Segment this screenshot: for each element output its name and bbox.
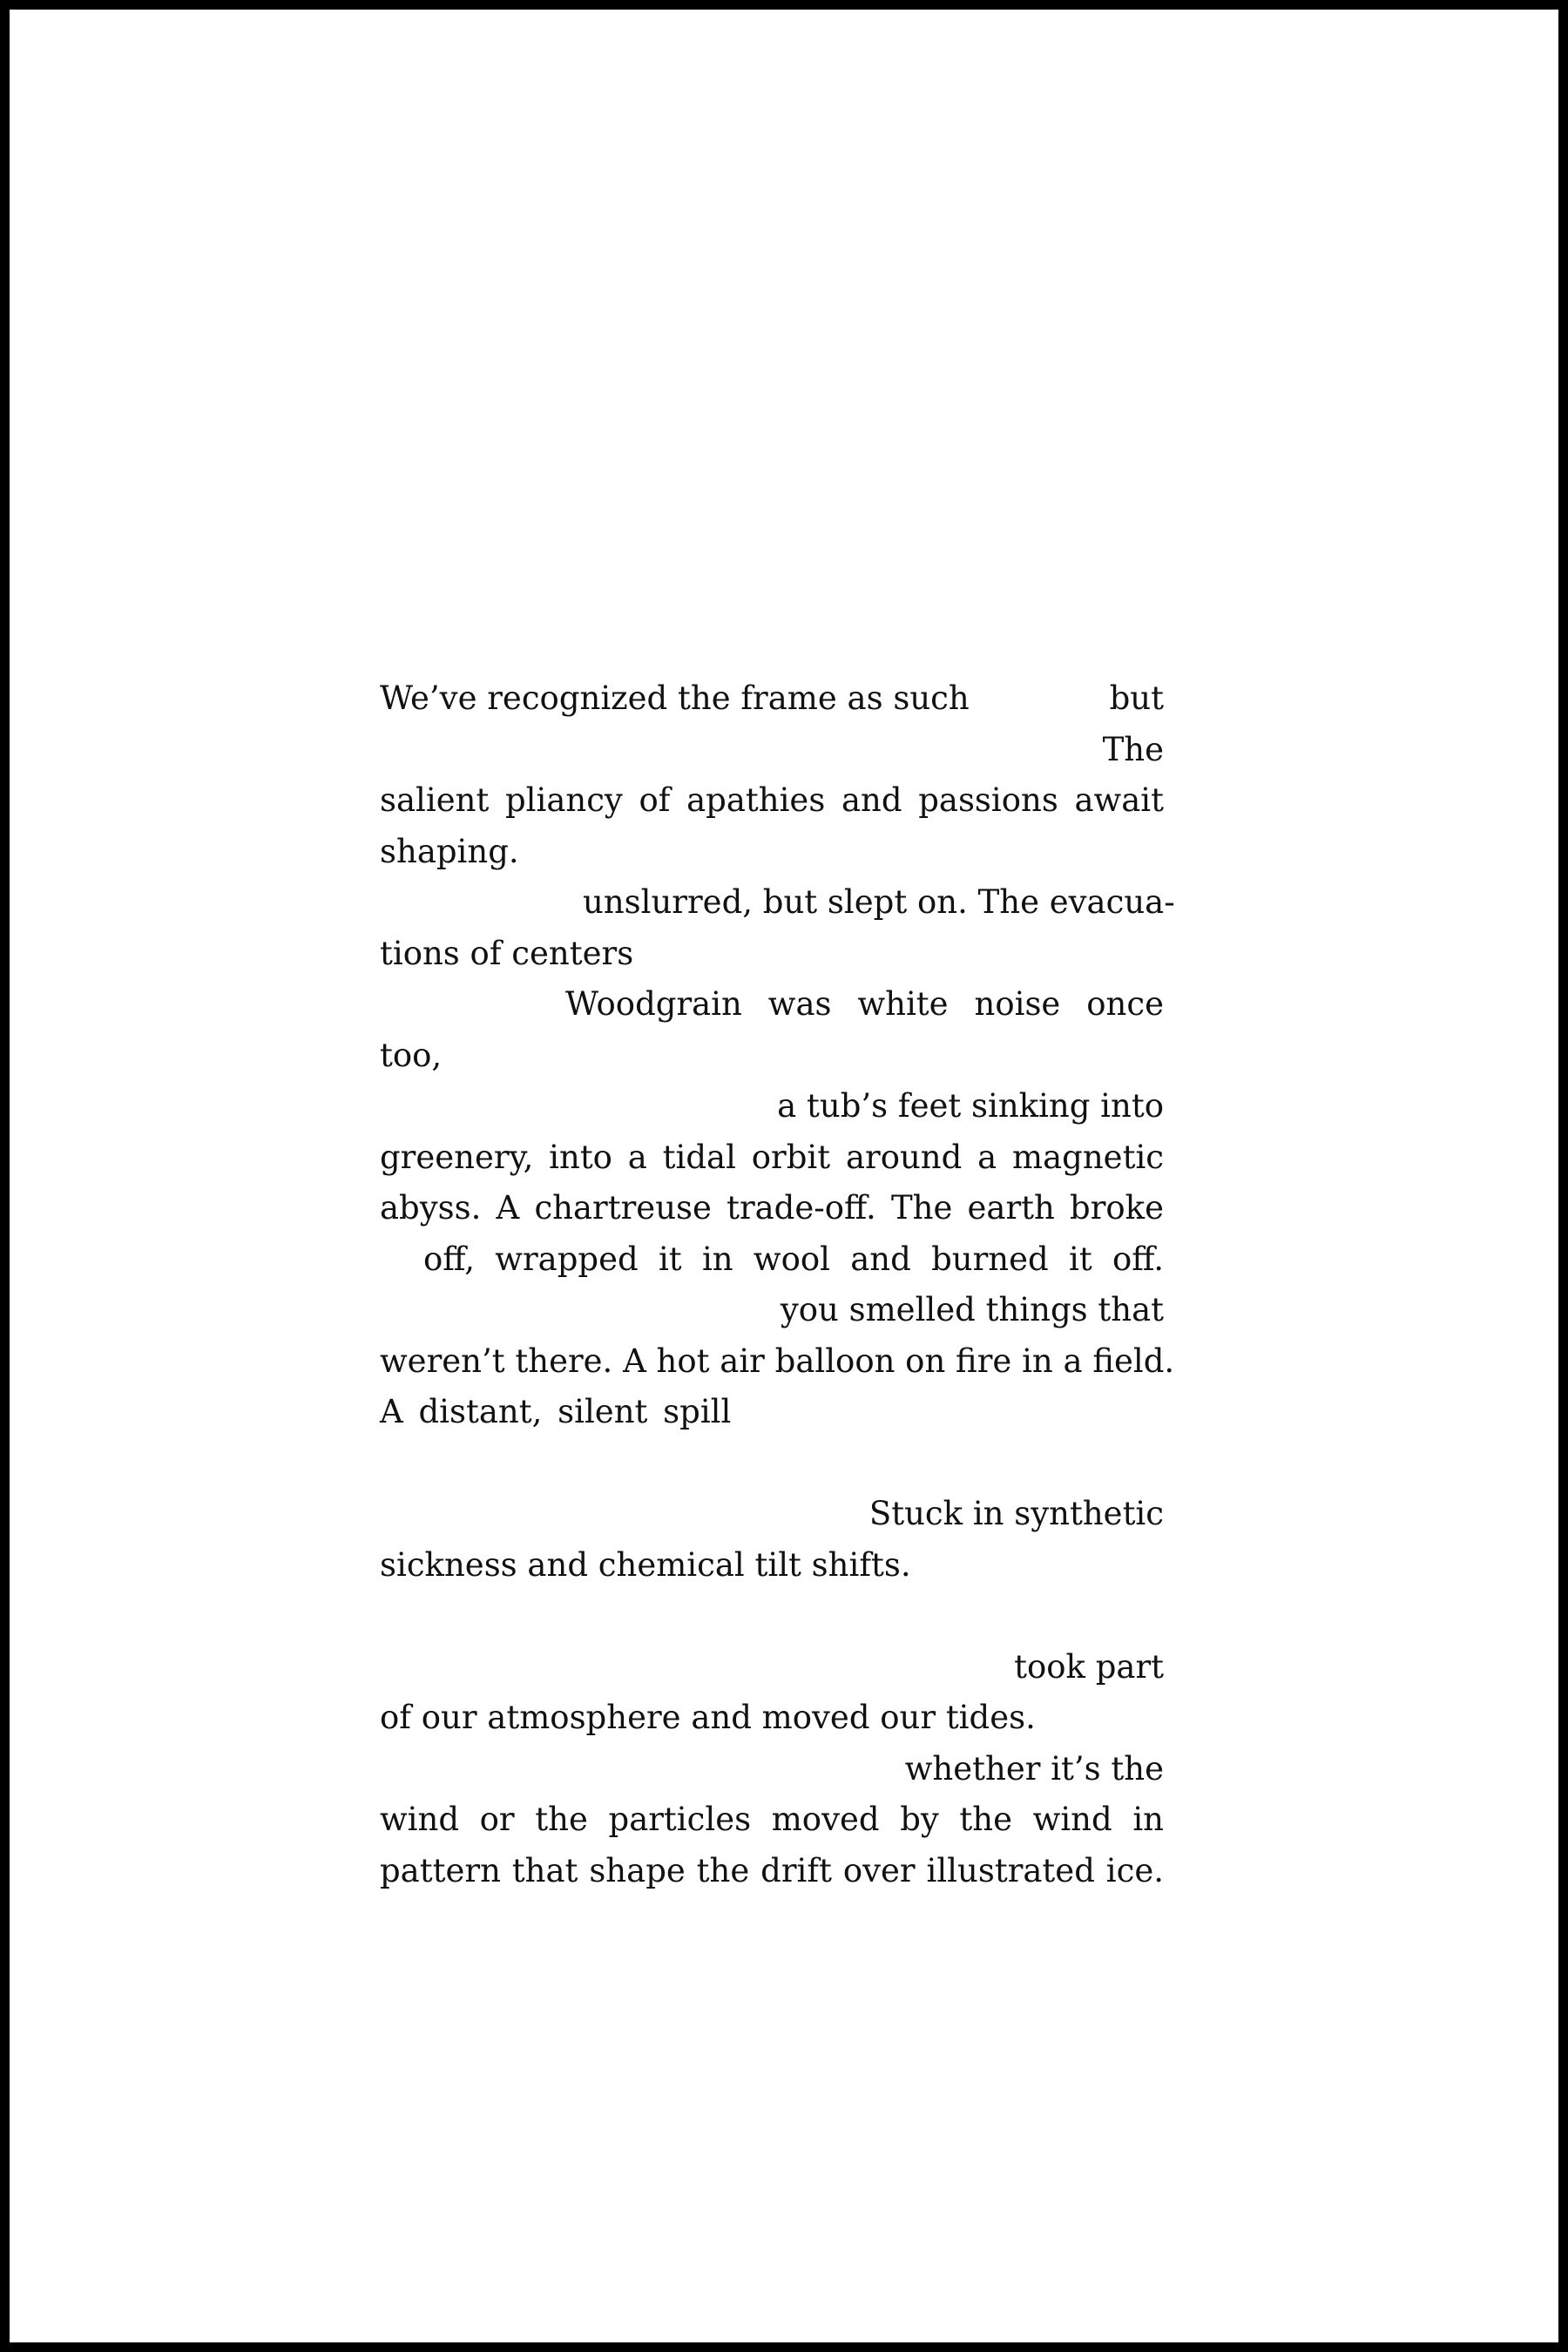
- poem-line: A distant, silent spill: [380, 1393, 732, 1430]
- poem-line: sickness and chemical tilt shifts.: [380, 1545, 911, 1584]
- poem-blank-line: [380, 1438, 1164, 1490]
- poem-line: off, wrapped it in wool and burned it off.: [423, 1240, 1164, 1278]
- poem-line: took part: [1014, 1647, 1164, 1686]
- poem-line: too,: [380, 1036, 443, 1074]
- poem-line: abyss. A chartreuse trade-off. The earth broke: [380, 1189, 1164, 1227]
- poem-line: Woodgrain was white noise once: [565, 985, 1164, 1023]
- poem-line: shaping.: [380, 832, 519, 870]
- poem-line: weren’t there. A hot air balloon on fire in a field.: [380, 1342, 1175, 1380]
- poem-line: whether it’s the: [904, 1749, 1164, 1788]
- poem-line-left: We’ve recognized the frame as such: [380, 679, 970, 717]
- poem-line: you smelled things that: [780, 1291, 1164, 1328]
- poem-line: unslurred, but slept on. The evacua-: [583, 883, 1175, 921]
- poem-line: of our atmosphere and moved our tides.: [380, 1699, 1036, 1736]
- poem-line-right: but: [1109, 679, 1164, 717]
- poem-text-block: [380, 673, 1175, 1896]
- poem-line: tions of centers: [380, 934, 634, 972]
- poem-blank-line: [380, 1591, 1164, 1642]
- poem-line: The: [1102, 730, 1164, 768]
- poem-line: [380, 673, 1164, 725]
- poem-line: Stuck in synthetic: [868, 1495, 1164, 1532]
- poem-line: salient pliancy of apathies and passions await: [380, 781, 1164, 819]
- poem-line: pattern that shape the drift over illustrated ice.: [380, 1851, 1164, 1889]
- poem-line: a tub’s feet sinking into: [777, 1087, 1164, 1125]
- poem-line: greenery, into a tidal orbit around a magnetic: [380, 1138, 1164, 1176]
- poem-line: wind or the particles moved by the wind in: [380, 1801, 1164, 1838]
